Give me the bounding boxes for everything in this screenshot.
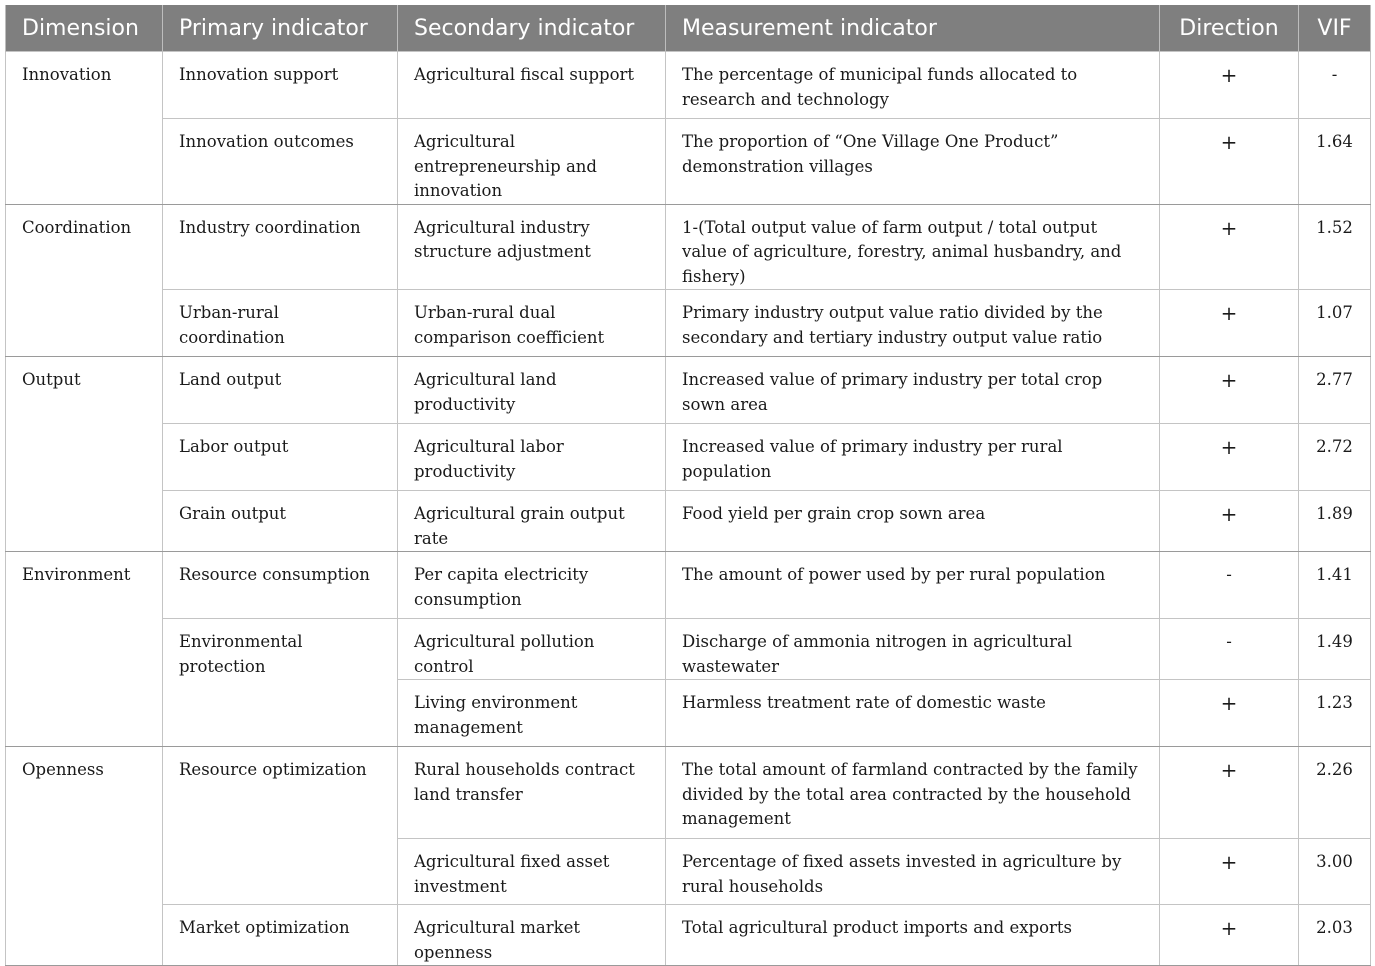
measurement-cell: The percentage of municipal funds allocated to research and technology <box>666 52 1160 119</box>
vif-cell: - <box>1299 52 1371 119</box>
direction-cell: + <box>1160 424 1299 491</box>
header-vif: VIF <box>1299 5 1371 52</box>
secondary-cell: Urban-rural dual comparison coefficient <box>398 290 666 357</box>
primary-cell: Innovation outcomes <box>163 119 398 205</box>
direction-cell: + <box>1160 491 1299 552</box>
vif-cell: 1.89 <box>1299 491 1371 552</box>
measurement-cell: Increased value of primary industry per total crop sown area <box>666 357 1160 424</box>
primary-cell: Industry coordination <box>163 204 398 290</box>
table-row <box>6 424 1371 491</box>
measurement-cell: Primary industry output value ratio divided by the secondary and tertiary industry output value ratio <box>666 290 1160 357</box>
secondary-cell: Agricultural market openness <box>398 905 666 966</box>
secondary-cell: Rural households contract land transfer <box>398 747 666 839</box>
vif-cell: 2.72 <box>1299 424 1371 491</box>
primary-cell: Urban-rural coordination <box>163 290 398 357</box>
secondary-cell: Agricultural industry structure adjustment <box>398 204 666 290</box>
direction-cell: + <box>1160 905 1299 966</box>
primary-cell: Innovation support <box>163 52 398 119</box>
header-row <box>6 5 1371 52</box>
table-row <box>6 619 1371 680</box>
dimension-cell: Coordination <box>6 204 163 357</box>
vif-cell: 1.07 <box>1299 290 1371 357</box>
measurement-cell: Discharge of ammonia nitrogen in agricultural wastewater <box>666 619 1160 680</box>
secondary-cell: Living environment management <box>398 680 666 747</box>
header-secondary-indicator: Secondary indicator <box>398 5 666 52</box>
dimension-cell: Openness <box>6 747 163 966</box>
direction-cell: + <box>1160 839 1299 905</box>
header-primary-indicator: Primary indicator <box>163 5 398 52</box>
primary-cell: Environmental protection <box>163 619 398 747</box>
header-direction: Direction <box>1160 5 1299 52</box>
measurement-cell: Increased value of primary industry per rural population <box>666 424 1160 491</box>
measurement-cell: Harmless treatment rate of domestic waste <box>666 680 1160 747</box>
table-row <box>6 52 1371 119</box>
secondary-cell: Agricultural land productivity <box>398 357 666 424</box>
direction-cell: + <box>1160 680 1299 747</box>
dimension-cell: Environment <box>6 552 163 747</box>
secondary-cell: Agricultural fiscal support <box>398 52 666 119</box>
direction-cell: + <box>1160 204 1299 290</box>
secondary-cell: Agricultural entrepreneurship and innovation <box>398 119 666 205</box>
primary-cell: Land output <box>163 357 398 424</box>
table-row <box>6 204 1371 290</box>
indicator-table <box>5 5 1371 966</box>
measurement-cell: Percentage of fixed assets invested in agriculture by rural households <box>666 839 1160 905</box>
table-row <box>6 119 1371 205</box>
measurement-cell: Food yield per grain crop sown area <box>666 491 1160 552</box>
vif-cell: 1.41 <box>1299 552 1371 619</box>
direction-cell: - <box>1160 619 1299 680</box>
direction-cell: + <box>1160 52 1299 119</box>
vif-cell: 1.49 <box>1299 619 1371 680</box>
table-row <box>6 905 1371 966</box>
measurement-cell: 1-(Total output value of farm output / total output value of agriculture, forestry, animal husbandry, and fishery) <box>666 204 1160 290</box>
secondary-cell: Agricultural labor productivity <box>398 424 666 491</box>
vif-cell: 2.26 <box>1299 747 1371 839</box>
measurement-cell: Total agricultural product imports and exports <box>666 905 1160 966</box>
secondary-cell: Per capita electricity consumption <box>398 552 666 619</box>
direction-cell: - <box>1160 552 1299 619</box>
secondary-cell: Agricultural pollution control <box>398 619 666 680</box>
dimension-cell: Output <box>6 357 163 552</box>
primary-cell: Grain output <box>163 491 398 552</box>
primary-cell: Resource optimization <box>163 747 398 905</box>
vif-cell: 1.23 <box>1299 680 1371 747</box>
primary-cell: Labor output <box>163 424 398 491</box>
direction-cell: + <box>1160 119 1299 205</box>
direction-cell: + <box>1160 747 1299 839</box>
header-dimension: Dimension <box>6 5 163 52</box>
vif-cell: 3.00 <box>1299 839 1371 905</box>
secondary-cell: Agricultural grain output rate <box>398 491 666 552</box>
header-measurement-indicator: Measurement indicator <box>666 5 1160 52</box>
table-row <box>6 747 1371 839</box>
table-row <box>6 357 1371 424</box>
direction-cell: + <box>1160 357 1299 424</box>
measurement-cell: The total amount of farmland contracted by the family divided by the total area contracted by the household management <box>666 747 1160 839</box>
vif-cell: 2.77 <box>1299 357 1371 424</box>
dimension-cell: Innovation <box>6 52 163 205</box>
table-row <box>6 552 1371 619</box>
direction-cell: + <box>1160 290 1299 357</box>
table-row <box>6 491 1371 552</box>
primary-cell: Market optimization <box>163 905 398 966</box>
secondary-cell: Agricultural fixed asset investment <box>398 839 666 905</box>
vif-cell: 1.52 <box>1299 204 1371 290</box>
vif-cell: 1.64 <box>1299 119 1371 205</box>
vif-cell: 2.03 <box>1299 905 1371 966</box>
measurement-cell: The proportion of “One Village One Product” demonstration villages <box>666 119 1160 205</box>
measurement-cell: The amount of power used by per rural population <box>666 552 1160 619</box>
table-row <box>6 290 1371 357</box>
primary-cell: Resource consumption <box>163 552 398 619</box>
